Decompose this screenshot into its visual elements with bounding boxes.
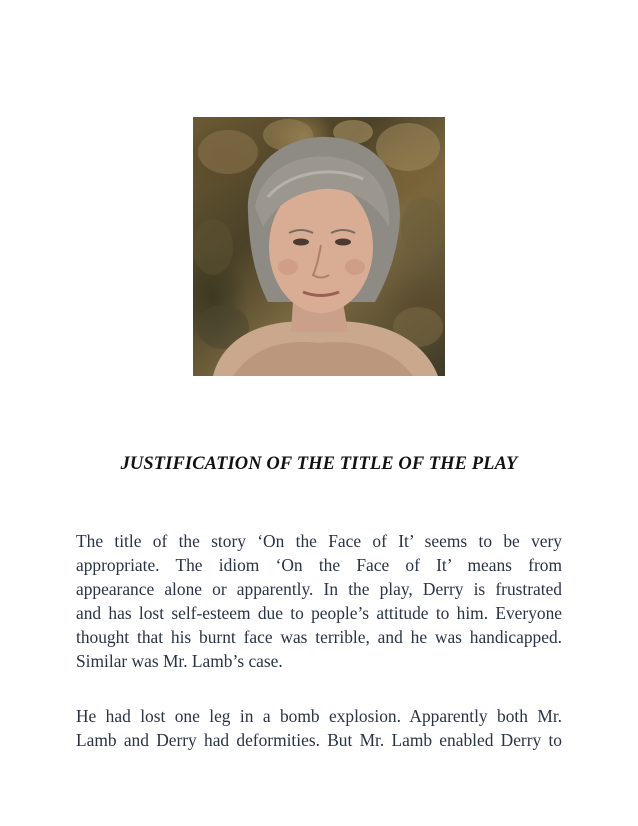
paragraph-line: and has lost self-esteem due to people’s attitude to him. Everyone (76, 603, 562, 623)
paragraph-line: He had lost one leg in a bomb explosion. Apparently both Mr. (76, 706, 562, 726)
document-heading: JUSTIFICATION OF THE TITLE OF THE PLAY (120, 454, 518, 474)
paragraph-1 (76, 529, 562, 673)
paragraph-line: appropriate. The idiom ‘On the Face of It’ means from (76, 555, 562, 575)
paragraph-line: appearance alone or apparently. In the play, Derry is frustrated (76, 579, 562, 599)
paragraph-line: Lamb and Derry had deformities. But Mr. Lamb enabled Derry to (76, 730, 562, 750)
paragraph-line: The title of the story ‘On the Face of It’ seems to be very (76, 531, 562, 551)
portrait-illustration (193, 117, 445, 376)
paragraph-line: thought that his burnt face was terrible, and he was handicapped. (76, 627, 562, 647)
author-portrait-photo (193, 117, 445, 376)
paragraph-line: Similar was Mr. Lamb’s case. (76, 651, 283, 671)
paragraph-2 (76, 704, 562, 752)
